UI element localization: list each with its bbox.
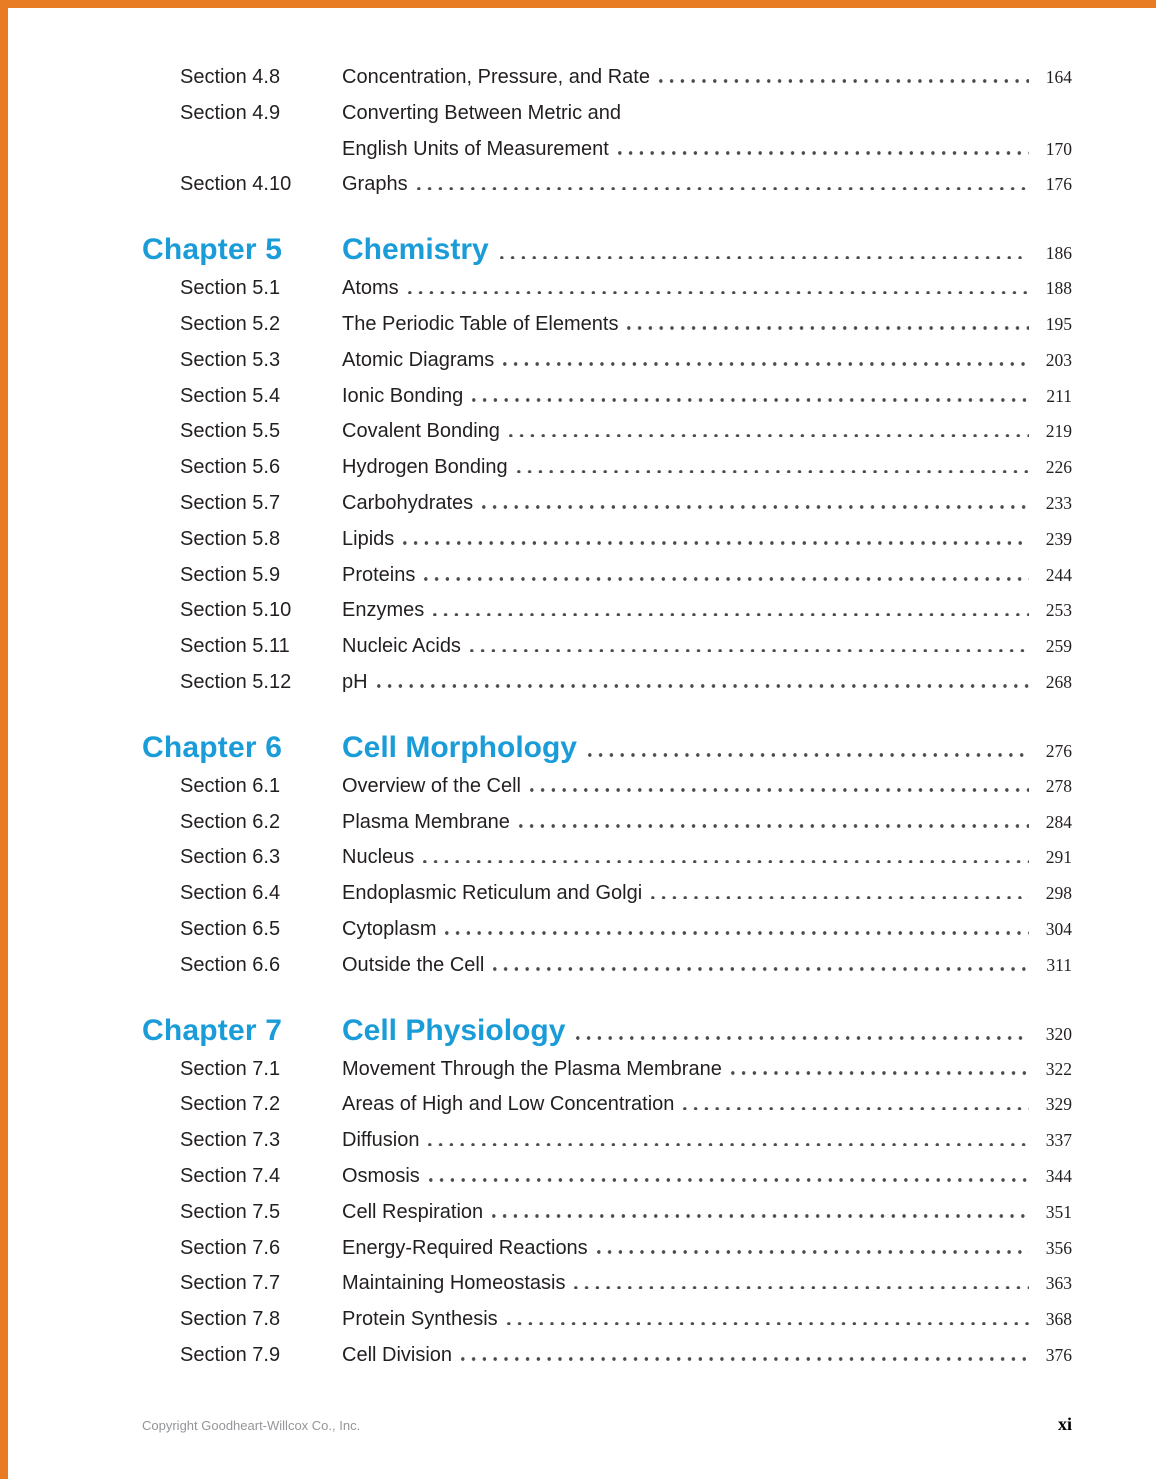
dot-leader [492,1214,1029,1218]
toc-section-entry [142,1093,1072,1129]
section-title: pH [342,670,368,693]
section-title: Enzymes [342,599,425,622]
section-title: English Units of Measurement [342,137,609,160]
section-label: Section 6.1 [180,774,281,797]
section-label: Section 6.3 [180,846,281,869]
dot-leader [503,362,1029,366]
toc-section-entry [142,1344,1072,1380]
dot-leader [627,326,1029,330]
page-number: 276 [1045,740,1072,761]
section-label: Section 5.4 [180,384,281,407]
section-title: Plasma Membrane [342,810,510,833]
page-number: 322 [1045,1058,1072,1079]
dot-leader [588,753,1029,757]
page-number: 351 [1045,1201,1072,1222]
dot-leader [417,187,1029,191]
page-number: 259 [1045,636,1072,657]
section-title: Lipids [342,527,395,550]
page-number: 244 [1045,564,1072,585]
page-footer [142,1414,1072,1435]
toc-section-entry [142,138,1072,174]
section-label: Section 5.5 [180,420,281,443]
page-border-top [0,0,1156,8]
section-label: Section 7.5 [180,1200,281,1223]
section-title: Ionic Bonding [342,384,464,407]
dot-leader [519,824,1029,828]
toc-section-entry [142,954,1072,990]
section-title: Nucleic Acids [342,635,461,658]
page-number: 170 [1045,138,1072,159]
section-title: Cell Division [342,1343,453,1366]
toc-section-entry [142,313,1072,349]
section-label: Section 6.2 [180,810,281,833]
section-title: Overview of the Cell [342,774,521,797]
section-label: Section 5.2 [180,312,281,335]
dot-leader [618,151,1029,155]
page-number: 239 [1045,528,1072,549]
section-title: Outside the Cell [342,953,485,976]
footer-copyright: Copyright Goodheart-Willcox Co., Inc. [142,1418,361,1433]
section-label: Section 5.10 [180,599,292,622]
page-number: 304 [1045,918,1072,939]
section-title: Carbohydrates [342,491,474,514]
page-number: 311 [1046,954,1072,975]
page-number: 329 [1045,1094,1072,1115]
page-number: 291 [1045,847,1072,868]
toc-section-entry [142,1237,1072,1273]
dot-leader [408,291,1029,295]
chapter-title: Cell Morphology [342,730,577,764]
page-number: 253 [1045,600,1072,621]
section-title: Atoms [342,277,399,300]
dot-leader [403,541,1029,545]
toc-section-entry [142,846,1072,882]
toc-section-entry [142,564,1072,600]
dot-leader [651,896,1029,900]
dot-leader [482,505,1029,509]
dot-leader [377,684,1029,688]
section-label: Section 5.1 [180,277,281,300]
chapter-title: Chemistry [342,233,489,267]
page-number: 320 [1045,1023,1072,1044]
page-number: 376 [1045,1344,1072,1365]
section-title: Cytoplasm [342,917,437,940]
toc-section-entry [142,1308,1072,1344]
page-number: 298 [1045,883,1072,904]
section-title: Nucleus [342,846,415,869]
footer-page-number: xi [1057,1414,1072,1434]
page-number: 368 [1045,1309,1072,1330]
page-number: 344 [1045,1165,1072,1186]
page-number: 219 [1045,421,1072,442]
dot-leader [433,613,1029,617]
dot-leader [423,860,1029,864]
page-number: 211 [1046,385,1072,406]
section-label: Section 5.12 [180,670,292,693]
page-number: 268 [1045,671,1072,692]
section-label: Section 7.7 [180,1272,281,1295]
page-number: 278 [1045,775,1072,796]
section-title: Osmosis [342,1164,420,1187]
toc-section-entry [142,492,1072,528]
page-number: 233 [1045,492,1072,513]
section-title: Endoplasmic Reticulum and Golgi [342,882,643,905]
section-label: Section 7.4 [180,1164,281,1187]
dot-leader [517,470,1029,474]
toc-section-entry [142,349,1072,385]
toc-section-entry [142,66,1072,102]
dot-leader [472,398,1029,402]
dot-leader [461,1357,1029,1361]
chapter-label: Chapter 5 [142,233,283,267]
section-label: Section 4.10 [180,173,292,196]
dot-leader [424,577,1029,581]
section-title: Proteins [342,563,416,586]
section-label: Section 6.5 [180,917,281,940]
section-label: Section 5.9 [180,563,281,586]
page-number: 337 [1045,1130,1072,1151]
toc-section-entry [142,456,1072,492]
toc-section-entry [142,811,1072,847]
section-title: Areas of High and Low Concentration [342,1093,675,1116]
toc-section-entry [142,1272,1072,1308]
page-number: 195 [1045,313,1072,334]
toc-chapter-heading [142,731,1072,775]
dot-leader [597,1250,1029,1254]
section-label: Section 6.6 [180,953,281,976]
toc-section-entry [142,635,1072,671]
toc-section-entry [142,420,1072,456]
toc-section-entry [142,1058,1072,1094]
page-number: 363 [1045,1273,1072,1294]
dot-leader [530,788,1029,792]
dot-leader [731,1071,1029,1075]
dot-leader [428,1143,1029,1147]
section-title: Concentration, Pressure, and Rate [342,66,650,88]
section-title: Maintaining Homeostasis [342,1272,566,1295]
section-label: Section 7.8 [180,1308,281,1331]
section-label: Section 5.3 [180,348,281,371]
toc-section-entry [142,1165,1072,1201]
page-number: 226 [1045,457,1072,478]
section-title: Covalent Bonding [342,420,500,443]
dot-leader [493,967,1029,971]
toc-section-entry [142,102,1072,138]
toc-section-entry [142,1129,1072,1165]
toc-section-entry [142,385,1072,421]
section-title: Graphs [342,173,408,196]
dot-leader [470,649,1029,653]
section-title: Diffusion [342,1129,420,1152]
toc-section-entry [142,528,1072,564]
dot-leader [576,1036,1029,1040]
toc-section-entry [142,882,1072,918]
section-label: Section 7.3 [180,1129,281,1152]
toc-section-entry [142,599,1072,635]
section-label: Section 7.9 [180,1343,281,1366]
section-label: Section 4.9 [180,101,281,124]
dot-leader [574,1286,1029,1290]
section-label: Section 7.6 [180,1236,281,1259]
page-number: 176 [1045,174,1072,195]
page-number: 356 [1045,1237,1072,1258]
toc-section-entry [142,1201,1072,1237]
toc-chapter-heading [142,233,1072,277]
dot-leader [507,1322,1029,1326]
page-number: 203 [1045,349,1072,370]
section-title: Cell Respiration [342,1200,484,1223]
page-number: 164 [1045,67,1072,87]
chapter-title: Cell Physiology [342,1013,566,1047]
section-label: Section 5.7 [180,491,281,514]
section-title: Hydrogen Bonding [342,456,508,479]
section-title: Energy-Required Reactions [342,1236,588,1259]
section-title: Atomic Diagrams [342,348,495,371]
section-label: Section 6.4 [180,882,281,905]
section-label: Section 5.6 [180,456,281,479]
section-title: Converting Between Metric and [342,101,622,124]
chapter-label: Chapter 6 [142,730,283,764]
dot-leader [429,1178,1029,1182]
section-title: Movement Through the Plasma Membrane [342,1057,722,1080]
section-label: Section 5.8 [180,527,281,550]
section-label: Section 7.2 [180,1093,281,1116]
toc-section-entry [142,173,1072,209]
toc-chapter-heading [142,1014,1072,1058]
page-number: 284 [1045,811,1072,832]
section-title: The Periodic Table of Elements [342,312,619,335]
section-label: Section 4.8 [180,66,281,88]
chapter-label: Chapter 7 [142,1013,283,1047]
toc-section-entry [142,671,1072,707]
section-title: Protein Synthesis [342,1308,498,1331]
toc-section-entry [142,918,1072,954]
section-label: Section 5.11 [180,635,290,658]
dot-leader [683,1107,1029,1111]
page-number: 188 [1045,278,1072,299]
dot-leader [500,256,1029,260]
toc-section-entry [142,775,1072,811]
section-label: Section 7.1 [180,1057,281,1080]
dot-leader [509,434,1029,438]
page-border-left [0,0,8,1479]
page-number: 186 [1045,243,1072,264]
dot-leader [659,79,1029,83]
toc-section-entry [142,277,1072,313]
table-of-contents [142,66,1072,1380]
dot-leader [445,931,1029,935]
